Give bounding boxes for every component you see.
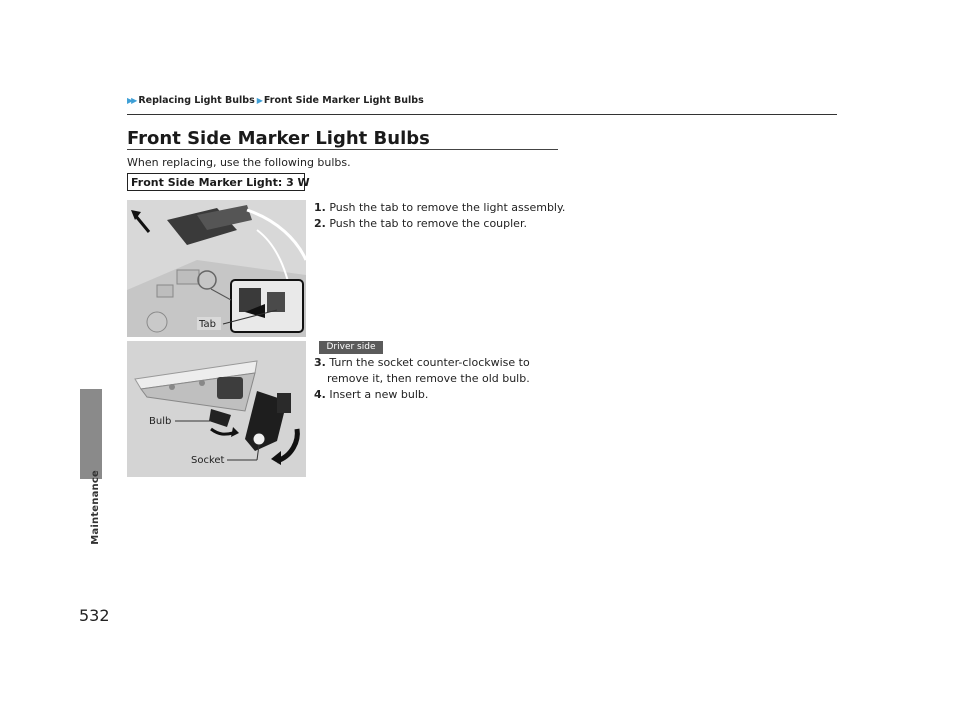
step-text: Push the tab to remove the coupler. [329, 217, 527, 230]
bulb-socket-illustration [127, 341, 306, 477]
step-number: 2. [314, 217, 326, 230]
step-number: 1. [314, 201, 326, 214]
step-text: Turn the socket counter-clockwise to [329, 356, 530, 369]
breadcrumb-item-replacing-bulbs[interactable]: Replacing Light Bulbs [138, 95, 255, 106]
step-3 [314, 355, 530, 371]
intro-text: When replacing, use the following bulbs. [127, 156, 351, 169]
chapter-label: Maintenance [90, 470, 101, 545]
driver-side-badge: Driver side [319, 341, 383, 354]
header-divider [127, 114, 837, 115]
step-number: 3. [314, 356, 326, 369]
bulb-spec-box: Front Side Marker Light: 3 W [127, 173, 305, 191]
page-title: Front Side Marker Light Bulbs [127, 128, 430, 149]
bulb-callout-label: Bulb [149, 416, 172, 427]
steps-group-2 [314, 355, 530, 403]
breadcrumb [127, 95, 424, 106]
title-divider [127, 149, 558, 150]
socket-callout-label: Socket [191, 455, 225, 466]
arrow-icon: ▶ [256, 96, 263, 105]
step-2 [314, 216, 565, 232]
chapter-side-tab [80, 389, 102, 479]
figure-bulb-socket [127, 341, 306, 477]
step-text: Insert a new bulb. [329, 388, 429, 401]
step-text: Push the tab to remove the light assembly. [329, 201, 566, 214]
double-arrow-icon: ▶▶ [127, 96, 136, 105]
light-assembly-illustration [127, 200, 306, 337]
step-3-continued: remove it, then remove the old bulb. [327, 372, 530, 385]
page-number: 532 [79, 606, 110, 625]
steps-group-1 [314, 200, 565, 232]
step-4 [314, 387, 530, 403]
breadcrumb-item-current: Front Side Marker Light Bulbs [263, 95, 424, 106]
step-1 [314, 200, 565, 216]
tab-callout-label: Tab [199, 319, 216, 330]
figure-light-assembly [127, 200, 306, 337]
step-number: 4. [314, 388, 326, 401]
